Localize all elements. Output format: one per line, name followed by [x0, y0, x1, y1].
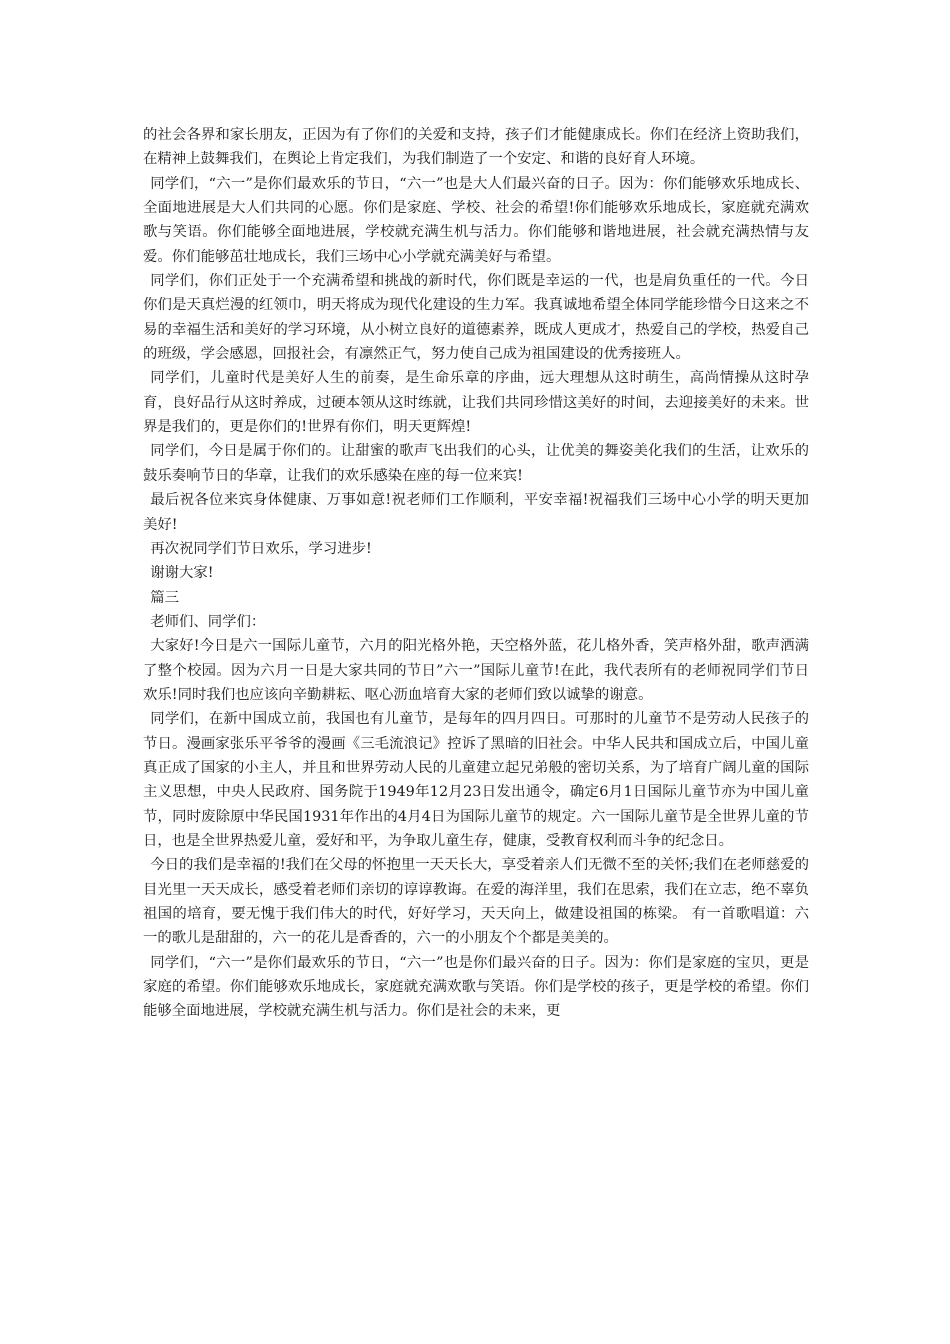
paragraph-6: 最后祝各位来宾身体健康、万事如意!祝老师们工作顺利，平安幸福!祝福我们三场中心小学的明天更加美好! — [143, 492, 809, 533]
paragraph-1: 的社会各界和家长朋友，正因为有了你们的关爱和支持，孩子们才能健康成长。你们在经济上资助我们，在精神上鼓舞我们，在舆论上肯定我们，为我们制造了一个安定、和谐的良好育人环境。 — [143, 127, 809, 168]
paragraph-3: 同学们，你们正处于一个充满希望和挑战的新时代，你们既是幸运的一代，也是肩负重任的一代。今日你们是天真烂漫的红领巾，明天将成为现代化建设的生力军。我真诚地希望全体同学能珍惜今日这来之不易的幸福生活和美好的学习环境，从小树立良好的道德素养，既成人更成才，热爱自己的学校，热爱自己的班级，学会感恩，回报社会，有凛然正气，努力使自己成为祖国建设的优秀接班人。 — [143, 273, 809, 363]
paragraph-4: 同学们，儿童时代是美好人生的前奏，是生命乐章的序曲，远大理想从这时萌生，高尚情操从这时孕育，良好品行从这时养成，过硬本领从这时练就，让我们共同珍惜这美好的时间，去迎接美好的未来。世界是我们的，更是你们的!世界有你们，明天更辉煌! — [143, 370, 809, 436]
paragraph-12: 同学们，在新中国成立前，我国也有儿童节，是每年的四月四日。可那时的儿童节不是劳动人民孩子的节日。漫画家张乐平爷爷的漫画《三毛流浪记》控诉了黑暗的旧社会。中华人民共和国成立后，中国儿童真正成了国家的小主人，并且和世界劳动人民的儿童建立起兄弟般的密切关系，为了培育广阔儿童的国际主义思想，中央人民政府、国务院于1949年12月23日发出通令，确定6月1日国际儿童节亦为中国儿童节，同时废除原中华民国1931年作出的4月4日为国际儿童节的规定。六一国际儿童节是全世界儿童的节日，也是全世界热爱儿童，爱好和平，为争取儿童生存，健康，受教育权利而斗争的纪念日。 — [143, 711, 809, 849]
section-heading: 篇三 — [150, 589, 179, 606]
paragraph-5: 同学们，今日是属于你们的。让甜蜜的歌声飞出我们的心头，让优美的舞姿美化我们的生活，让欢乐的鼓乐奏响节日的华章，让我们的欢乐感染在座的每一位来宾! — [143, 443, 809, 484]
paragraph-11: 大家好!今日是六一国际儿童节，六月的阳光格外艳，天空格外蓝，花儿格外香，笑声格外甜，歌声洒满了整个校园。因为六月一日是大家共同的节日”六一”国际儿童节!在此，我代表所有的老师祝同学们节日欢乐!同时我们也应该向辛勤耕耘、呕心沥血培育大家的老师们致以诚挚的谢意。 — [143, 638, 809, 703]
salutation: 老师们、同学们： — [150, 613, 266, 630]
paragraph-7: 再次祝同学们节日欢乐，学习进步! — [150, 540, 372, 557]
paragraph-2: 同学们，“六一”是你们最欢乐的节日，“六一”也是大人们最兴奋的日子。因为：你们能够欢乐地成长、全面地进展是大人们共同的心愿。你们是家庭、学校、社会的希望!你们能够欢乐地成长，家庭就充满欢歌与笑语。你们能够全面地进展，学校就充满生机与活力。你们能够和谐地进展，社会就充满热情与友爱。你们能够茁壮地成长，我们三场中心小学就充满美好与希望。 — [143, 175, 809, 265]
document-page — [143, 123, 809, 1024]
paragraph-14: 同学们，“六一”是你们最欢乐的节日，“六一”也是你们最兴奋的日子。因为：你们是家庭的宝贝，更是家庭的希望。你们能够欢乐地成长，家庭就充满欢歌与笑语。你们是学校的孩子，更是学校的希望。你们能够全面地进展，学校就充满生机与活力。你们是社会的未来，更 — [143, 954, 809, 1020]
paragraph-8: 谢谢大家! — [150, 565, 214, 582]
paragraph-13: 今日的我们是幸福的!我们在父母的怀抱里一天天长大，享受着亲人们无微不至的关怀;我们在老师慈爱的目光里一天天成长，感受着老师们亲切的谆谆教诲。在爱的海洋里，我们在思索，我们在立志，绝不辜负祖国的培育，要无愧于我们伟大的时代，好好学习，天天向上，做建设祖国的栋梁。 有一首歌唱道：六一的歌儿是甜甜的，六一的花儿是香香的，六一的小朋友个个都是美美的。 — [143, 857, 809, 947]
